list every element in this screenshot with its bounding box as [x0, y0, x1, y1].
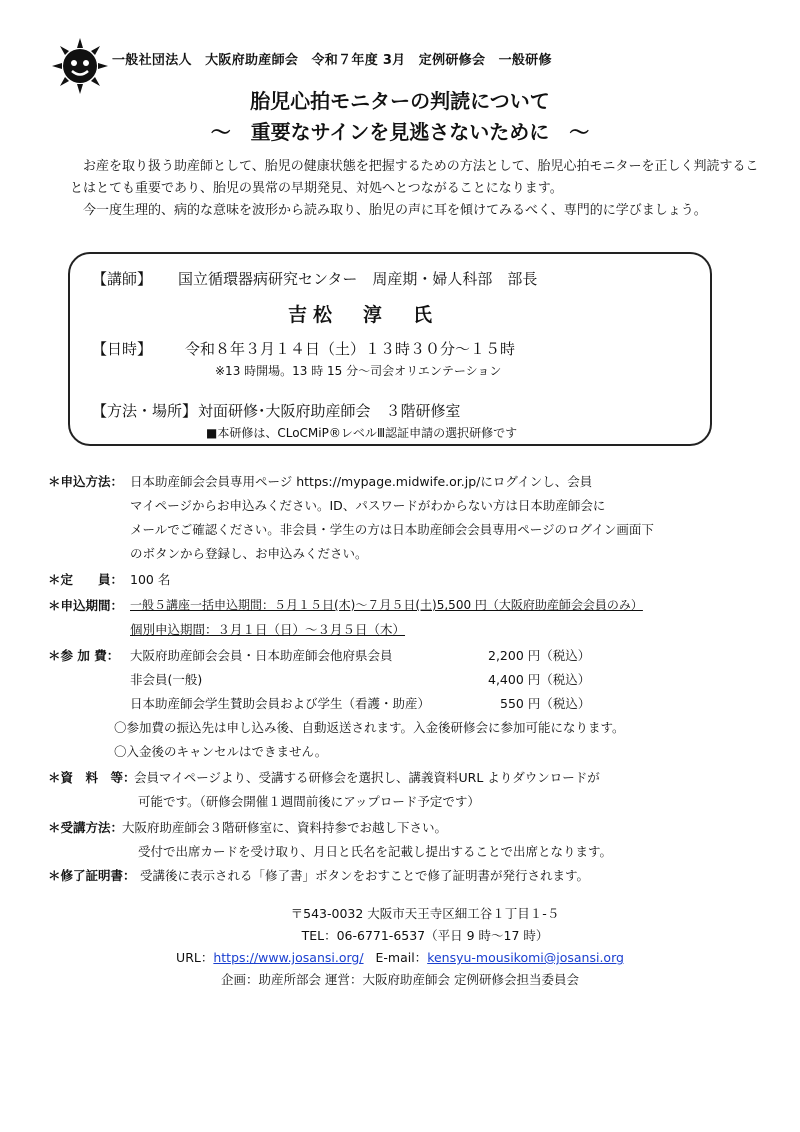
lecturer-name: 吉松 淳 氏	[288, 304, 439, 326]
capacity-value: 100 名	[130, 572, 171, 587]
reception-label: ＊受講方法：	[48, 820, 124, 835]
datetime-note: ※13 時開場。13 時 15 分～司会オリエンテーション	[215, 364, 502, 378]
email-link[interactable]: kensyu-mousikomi@josansi.org	[427, 950, 624, 965]
email-label: E-mail：	[375, 950, 428, 965]
intro-text	[70, 156, 760, 222]
method-label: 【方法・場所】	[92, 402, 198, 420]
footer-contact	[0, 948, 800, 966]
footer-org: 企画：助産所部会 運営：大阪府助産師会 定例研修会担当委員会	[221, 972, 579, 987]
apply-line: メールでご確認ください。非会員・学生の方は日本助産師会会員専用ページのログイン画面下	[130, 522, 654, 537]
datetime-label: 【日時】	[92, 340, 153, 358]
material-line: 会員マイページより、受講する研修会を選択し、講義資料URL よりダウンロードが	[134, 770, 600, 785]
intro-paragraph-2: 今一度生理的、病的な意味を波形から読み取り、胎児の声に耳を傾けてみるべく、専門的に学びましょう。	[83, 203, 707, 218]
method-value: 対面研修･大阪府助産師会 ３階研修室	[198, 402, 461, 420]
material-label: ＊資 料 等：	[48, 770, 136, 785]
fee-note: 〇入金後のキャンセルはできません。	[114, 744, 328, 759]
fee-name: 大阪府助産師会会員・日本助産師会他府県会員	[130, 648, 393, 663]
fee-note: 〇参加費の振込先は申し込み後、自動返送されます。入金後研修会に参加可能になります。	[114, 720, 625, 735]
header-line: 一般社団法人 大阪府助産師会 令和７年度 3月 定例研修会 一般研修	[112, 53, 552, 68]
cert-value: 受講後に表示される「修了書」ボタンをおすことで修了証明書が発行されます。	[140, 868, 590, 883]
material-line: 可能です。（研修会開催１週間前後にアップロード予定です）	[138, 794, 480, 809]
fee-amount: 550 円（税込）	[500, 696, 591, 711]
url-label: URL：	[176, 950, 214, 965]
datetime-value: 令和８年３月１４日（土）１３時３０分～１５時	[185, 340, 516, 358]
page-subtitle: ～ 重要なサインを見逃さないために ～	[210, 120, 590, 144]
page-title: 胎児心拍モニターの判読について	[250, 89, 550, 113]
website-link[interactable]: https://www.josansi.org/	[213, 950, 364, 965]
fee-name: 日本助産師会学生賛助会員および学生（看護・助産）	[130, 696, 431, 711]
fee-name: 非会員(一般)	[130, 672, 203, 687]
fee-amount: 4,400 円（税込）	[488, 672, 591, 687]
capacity-label: ＊定 員：	[48, 572, 124, 587]
lecturer-label: 【講師】	[92, 270, 153, 288]
apply-label: ＊申込方法：	[48, 474, 124, 489]
footer-tel: TEL：06-6771-6537（平日 9 時～17 時）	[301, 928, 549, 943]
period-label: ＊申込期間：	[48, 598, 124, 613]
period-individual: 個別申込期間：３月１日（日）～３月５日（木）	[130, 622, 406, 637]
footer-address: 〒543-0032 大阪市天王寺区細工谷１丁目１-５	[290, 906, 560, 921]
apply-line: 日本助産師会会員専用ページ https://mypage.midwife.or.jp/にログインし、会員	[130, 474, 593, 489]
apply-line: マイページからお申込みください。ID、パスワードがわからない方は日本助産師会に	[130, 498, 606, 513]
method-note: ■本研修は、CLoCMiP®レベルⅢ認証申請の選択研修です	[206, 426, 518, 440]
intro-paragraph-1: お産を取り扱う助産師として、胎児の健康状態を把握するための方法として、胎児心拍モニターを正しく判読することはとても重要であり、胎児の異常の早期発見、対処へとつながることになります。	[70, 159, 759, 196]
fee-amount: 2,200 円（税込）	[488, 648, 591, 663]
reception-line: 大阪府助産師会３階研修室に、資料持参でお越し下さい。	[122, 820, 448, 835]
reception-line: 受付で出席カードを受け取り、月日と氏名を記載し提出することで出席となります。	[138, 844, 613, 859]
lecturer-affiliation: 国立循環器病研究センター 周産期・婦人科部 部長	[178, 270, 538, 288]
cert-label: ＊修了証明書：	[48, 868, 136, 883]
period-bulk: 一般５講座一括申込期間：５月１５日(木)～７月５日(土)5,500 円（大阪府助産師会会員のみ）	[130, 598, 643, 612]
apply-line: のボタンから登録し、お申込みください。	[130, 546, 368, 561]
fee-label: ＊参 加 費：	[48, 648, 120, 663]
